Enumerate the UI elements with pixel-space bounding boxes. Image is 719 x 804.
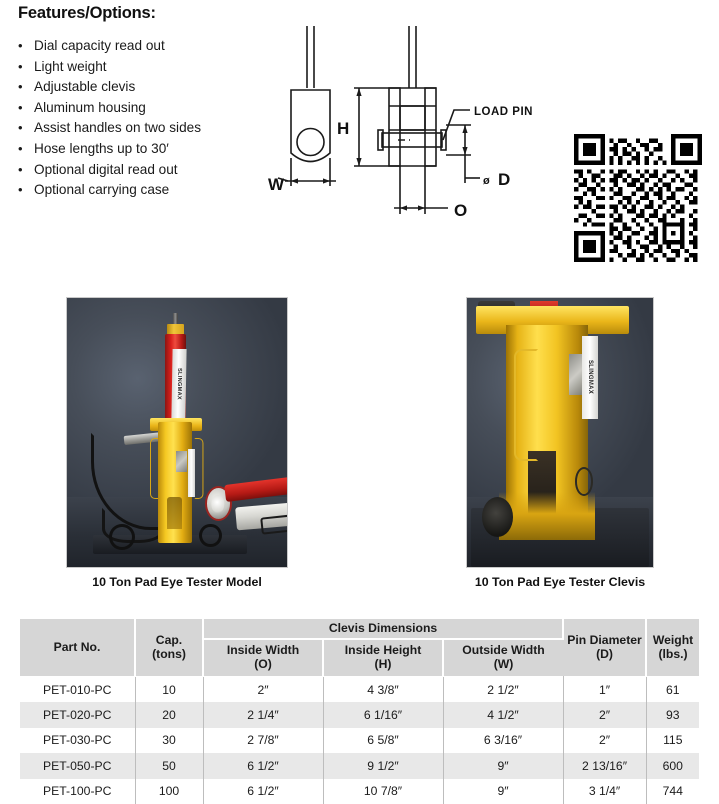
qr-code [574, 134, 702, 262]
technical-diagram [258, 18, 558, 243]
bullet-icon: • [18, 99, 23, 115]
diagram-label-diameter-symbol: ø [483, 175, 490, 187]
cell-inside-height: 10 7/8″ [323, 779, 443, 804]
brand-label [171, 349, 186, 419]
cell-pin-diameter: 3 1/4″ [563, 779, 646, 804]
diagram-label-o: O [454, 201, 468, 220]
housing-slot [167, 497, 182, 529]
feature-label: Optional digital read out [34, 161, 178, 177]
weight-line-2: (lbs.) [658, 646, 688, 661]
column-header-pin-diameter [563, 619, 646, 677]
diagram-label-d: D [498, 170, 511, 189]
list-item [18, 38, 278, 59]
list-item [18, 182, 278, 203]
cell-capacity: 20 [135, 702, 203, 727]
list-item [18, 162, 278, 183]
table-header-group-row [20, 619, 699, 639]
feature-label: Optional carrying case [34, 182, 170, 198]
cell-inside-width: 2″ [203, 677, 323, 703]
bullet-icon: • [18, 58, 23, 74]
column-header-outside-width [443, 639, 563, 677]
cell-inside-height: 4 3/8″ [323, 677, 443, 703]
cell-part-no: PET-100-PC [20, 779, 135, 804]
cell-inside-width: 2 1/4″ [203, 702, 323, 727]
cell-inside-height: 6 5/8″ [323, 728, 443, 753]
clevis-foot [499, 492, 596, 540]
cell-outside-width: 6 3/16″ [443, 728, 563, 753]
page-title: Features/Options: [18, 4, 156, 22]
pin-retainer-ring [575, 467, 593, 495]
cell-capacity: 10 [135, 677, 203, 703]
table-row [20, 702, 699, 727]
cell-inside-width: 6 1/2″ [203, 753, 323, 778]
cell-weight: 61 [646, 677, 699, 703]
inside-width-line-2: (O) [254, 657, 272, 671]
column-header-clevis-dimensions: Clevis Dimensions [203, 619, 563, 639]
cell-pin-diameter: 1″ [563, 677, 646, 703]
photo-image-clevis [466, 297, 654, 568]
photo-caption: 10 Ton Pad Eye Tester Clevis [474, 575, 646, 589]
cell-weight: 93 [646, 702, 699, 727]
cell-outside-width: 2 1/2″ [443, 677, 563, 703]
feature-label: Dial capacity read out [34, 38, 165, 53]
capacity-line-2: (tons) [152, 646, 186, 661]
brand-label-text: SLINGMAX [587, 360, 594, 395]
feature-label: Assist handles on two sides [34, 120, 201, 136]
cell-pin-diameter: 2 13/16″ [563, 753, 646, 778]
inside-height-line-2: (H) [374, 657, 392, 671]
list-item [18, 141, 278, 162]
table-row [20, 779, 699, 804]
cell-inside-height: 9 1/2″ [323, 753, 443, 778]
hose-coil-ring [109, 524, 135, 550]
table-row [20, 753, 699, 778]
brand-label [582, 336, 598, 419]
feature-label: Light weight [34, 58, 107, 74]
list-item [18, 79, 278, 100]
cell-part-no: PET-050-PC [20, 753, 135, 778]
column-header-part-no: Part No. [20, 619, 135, 677]
diagram-label-h: H [337, 119, 350, 138]
inside-width-line-1: Inside Width [226, 643, 300, 658]
bullet-icon: • [18, 140, 23, 156]
housing-brand-label [188, 449, 195, 497]
list-item [18, 100, 278, 121]
assist-handle [514, 349, 538, 461]
bullet-icon: • [18, 120, 23, 136]
feature-label: Aluminum housing [34, 99, 146, 115]
cell-part-no: PET-020-PC [20, 702, 135, 727]
capacity-line-1: Cap. [155, 632, 183, 647]
cell-inside-width: 6 1/2″ [203, 779, 323, 804]
diagram-label-w: W [268, 175, 285, 194]
cell-weight: 115 [646, 728, 699, 753]
cell-capacity: 100 [135, 779, 203, 804]
list-item [18, 59, 278, 80]
outside-width-line-2: (W) [493, 657, 514, 671]
feature-label: Adjustable clevis [34, 79, 136, 95]
product-photo-clevis [466, 297, 654, 589]
inside-height-line-1: Inside Height [344, 643, 422, 658]
gauge-face [211, 495, 224, 513]
hose-coil-ring [199, 524, 222, 547]
cell-weight: 744 [646, 779, 699, 804]
cell-capacity: 50 [135, 753, 203, 778]
cell-pin-diameter: 2″ [563, 728, 646, 753]
bullet-icon: • [18, 79, 23, 95]
column-header-weight [646, 619, 699, 677]
cell-capacity: 30 [135, 728, 203, 753]
cell-part-no: PET-010-PC [20, 677, 135, 703]
bullet-icon: • [18, 161, 23, 177]
column-header-capacity [135, 619, 203, 677]
table-row [20, 728, 699, 753]
assist-handle-right [194, 438, 203, 499]
hand-pump-lever [260, 514, 288, 535]
pin-diameter-line-2: (D) [596, 646, 613, 661]
table-row [20, 677, 699, 703]
bullet-icon: • [18, 182, 23, 198]
cell-outside-width: 9″ [443, 753, 563, 778]
spec-plate [176, 451, 187, 471]
feature-label: Hose lengths up to 30′ [34, 140, 169, 156]
cell-inside-height: 6 1/16″ [323, 702, 443, 727]
features-list [18, 38, 278, 203]
column-header-inside-width [203, 639, 323, 677]
photo-image-model [66, 297, 288, 568]
column-header-inside-height [323, 639, 443, 677]
outside-width-line-1: Outside Width [462, 643, 545, 658]
photo-caption: 10 Ton Pad Eye Tester Model [92, 575, 262, 589]
cell-outside-width: 9″ [443, 779, 563, 804]
list-item [18, 120, 278, 141]
bullet-icon: • [18, 38, 23, 53]
diagram-label-load-pin: LOAD PIN [474, 106, 533, 118]
brand-label-text: SLINGMAX [175, 368, 182, 401]
cell-outside-width: 4 1/2″ [443, 702, 563, 727]
weight-line-1: Weight [652, 632, 694, 647]
cell-pin-diameter: 2″ [563, 702, 646, 727]
cell-part-no: PET-030-PC [20, 728, 135, 753]
product-photo-model [66, 297, 288, 589]
cell-weight: 600 [646, 753, 699, 778]
pin-diameter-line-1: Pin Diameter [567, 632, 642, 647]
specification-table [20, 619, 699, 804]
cell-inside-width: 2 7/8″ [203, 728, 323, 753]
